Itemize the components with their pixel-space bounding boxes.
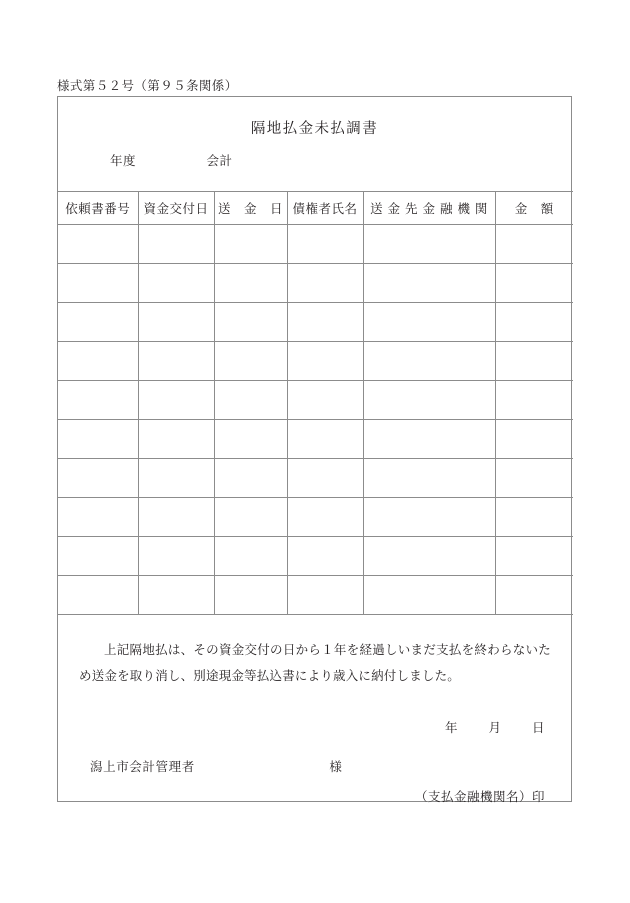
table-cell[interactable] (58, 225, 138, 264)
column-header-request-number: 依頼書番号 (58, 192, 138, 225)
table-cell[interactable] (58, 498, 138, 537)
document-title: 隔地払金未払調書 (250, 121, 379, 137)
table-cell[interactable] (495, 264, 573, 303)
table-cell[interactable] (363, 264, 495, 303)
table-cell[interactable] (287, 420, 363, 459)
table-cell[interactable] (138, 576, 214, 615)
table-row (58, 459, 573, 498)
table-cell[interactable] (495, 225, 573, 264)
date-day-label: 日 (531, 720, 545, 735)
table-row (58, 303, 573, 342)
table-cell[interactable] (214, 225, 287, 264)
table-cell[interactable] (58, 381, 138, 420)
table-cell[interactable] (495, 381, 573, 420)
table-cell[interactable] (214, 459, 287, 498)
table-cell[interactable] (138, 459, 214, 498)
table-cell[interactable] (287, 459, 363, 498)
issuer-seal-line: （支払金融機関名）印 (414, 789, 545, 804)
recipient-line (90, 757, 343, 775)
table-row (58, 420, 573, 459)
date-year-label: 年 (444, 720, 458, 735)
table-cell[interactable] (363, 576, 495, 615)
table-cell[interactable] (495, 459, 573, 498)
table-cell[interactable] (58, 342, 138, 381)
footer-area (58, 615, 571, 804)
table-cell[interactable] (363, 381, 495, 420)
table-cell[interactable] (214, 576, 287, 615)
table-cell[interactable] (138, 537, 214, 576)
table-cell[interactable] (58, 303, 138, 342)
table-cell[interactable] (287, 381, 363, 420)
table-row (58, 576, 573, 615)
unpaid-remittance-table (58, 191, 573, 615)
table-cell[interactable] (363, 420, 495, 459)
table-cell[interactable] (287, 303, 363, 342)
date-month-label: 月 (488, 720, 502, 735)
table-cell[interactable] (363, 225, 495, 264)
table-row (58, 264, 573, 303)
table-cell[interactable] (214, 303, 287, 342)
table-cell[interactable] (363, 537, 495, 576)
table-cell[interactable] (214, 342, 287, 381)
table-cell[interactable] (214, 498, 287, 537)
table-cell[interactable] (287, 537, 363, 576)
table-cell[interactable] (58, 537, 138, 576)
table-cell[interactable] (58, 459, 138, 498)
table-row (58, 342, 573, 381)
table-cell[interactable] (138, 381, 214, 420)
column-header-remittance-date: 送 金 日 (214, 192, 287, 225)
table-cell[interactable] (138, 498, 214, 537)
table-cell[interactable] (58, 420, 138, 459)
table-row (58, 381, 573, 420)
table-cell[interactable] (287, 576, 363, 615)
table-cell[interactable] (495, 537, 573, 576)
meta-row (110, 151, 233, 169)
table-cell[interactable] (495, 498, 573, 537)
recipient-honorific: 様 (329, 759, 343, 774)
table-cell[interactable] (495, 303, 573, 342)
table-cell[interactable] (58, 264, 138, 303)
table-cell[interactable] (214, 420, 287, 459)
statement-text: 上記隔地払は、その資金交付の日から１年を経過しいまだ支払を終わらないため送金を取り消し、別途現金等払込書により歳入に納付しました。 (79, 642, 551, 683)
table-cell[interactable] (495, 420, 573, 459)
column-header-amount: 金 額 (495, 192, 573, 225)
table-cell[interactable] (138, 303, 214, 342)
table-cell[interactable] (363, 303, 495, 342)
column-header-fund-grant-date: 資金交付日 (138, 192, 214, 225)
table-cell[interactable] (287, 225, 363, 264)
table-cell[interactable] (138, 225, 214, 264)
form-number: 様式第５２号（第９５条関係） (57, 78, 238, 93)
table-cell[interactable] (287, 264, 363, 303)
form-sheet (57, 96, 572, 802)
table-cell[interactable] (363, 498, 495, 537)
table-cell[interactable] (214, 537, 287, 576)
recipient-name: 潟上市会計管理者 (90, 759, 195, 774)
account-label: 会計 (206, 153, 233, 168)
table-cell[interactable] (287, 342, 363, 381)
fiscal-year-label: 年度 (110, 153, 137, 168)
table-cell[interactable] (287, 498, 363, 537)
table-body (58, 225, 573, 615)
table-cell[interactable] (363, 342, 495, 381)
title-block (58, 97, 571, 191)
column-header-creditor-name: 債権者氏名 (287, 192, 363, 225)
table-cell[interactable] (138, 420, 214, 459)
table-cell[interactable] (138, 342, 214, 381)
table-header-row (58, 192, 573, 225)
table-row (58, 498, 573, 537)
column-header-destination-bank: 送 金 先 金 融 機 関 (363, 192, 495, 225)
table-cell[interactable] (214, 381, 287, 420)
table-cell[interactable] (495, 342, 573, 381)
table-cell[interactable] (138, 264, 214, 303)
table-row (58, 537, 573, 576)
table-cell[interactable] (58, 576, 138, 615)
table-cell[interactable] (214, 264, 287, 303)
table-row (58, 225, 573, 264)
table-cell[interactable] (495, 576, 573, 615)
date-line (445, 718, 545, 736)
table-cell[interactable] (363, 459, 495, 498)
